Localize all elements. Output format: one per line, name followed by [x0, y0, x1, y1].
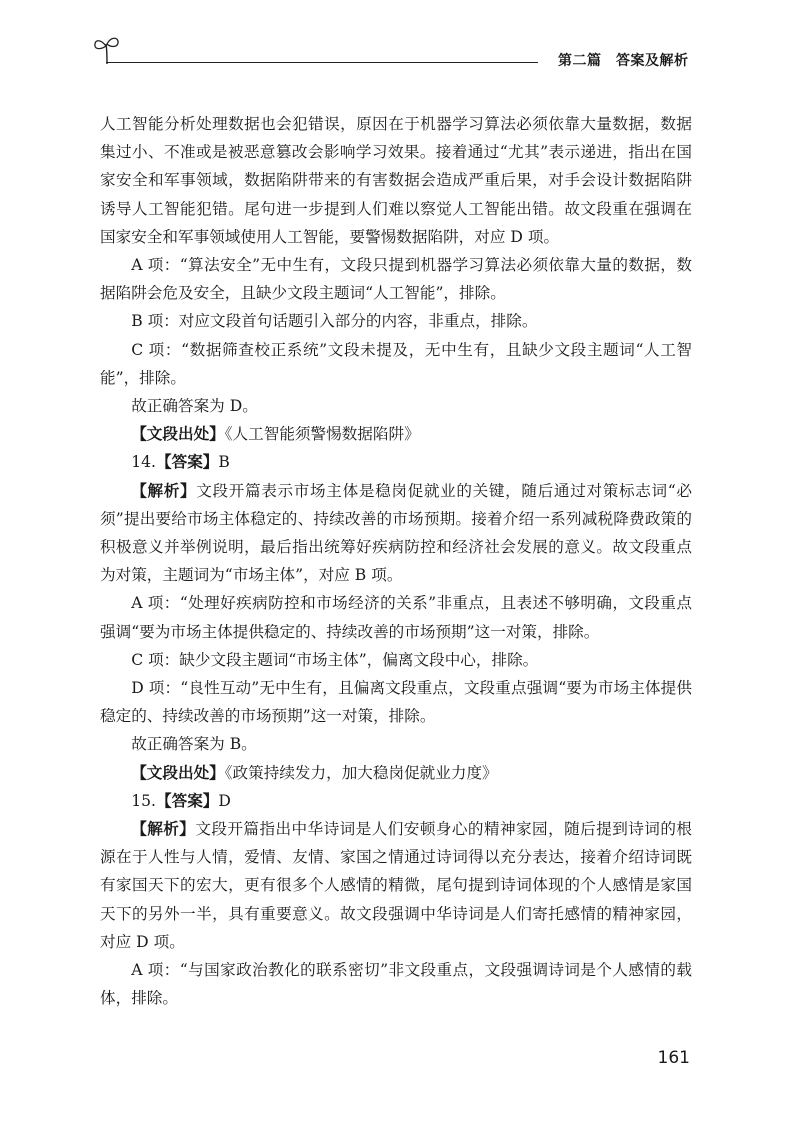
source-title: 《政策持续发力，加大稳岗促就业力度》 — [224, 763, 498, 782]
source-tag: 【文段出处】 — [131, 763, 225, 782]
answer-line — [100, 787, 692, 815]
paragraph: C 项：缺少文段主题词“市场主体”，偏离文段中心，排除。 — [131, 650, 539, 669]
analysis-tag: 【解析】 — [131, 820, 196, 839]
paragraph: C 项：“数据筛查校正系统”文段未提及，无中生有，且缺少文段主题词“人工智能”，排除。 — [100, 340, 692, 387]
page-content — [100, 110, 692, 1013]
section-title: 第二篇 答案及解析 — [558, 53, 689, 69]
paragraph: 故正确答案为 B。 — [131, 735, 257, 754]
paragraph: D 项：“良性互动”无中生有，且偏离文段重点，文段重点强调“要为市场主体提供稳定的、持续改善的市场预期”这一对策，排除。 — [100, 679, 692, 726]
paragraph: A 项：“与国家政治教化的联系密切”非文段重点，文段强调诗词是个人感情的载体，排除。 — [100, 961, 692, 1008]
page-number: 161 — [657, 1048, 690, 1068]
analysis-text: 文段开篇指出中华诗词是人们安顿身心的精神家园，随后提到诗词的根源在于人性与人情，爱情、友情、家国之情通过诗词得以充分表达，接着介绍诗词既有家国天下的宏大，更有很多个人感情的精微，尾句提到诗词体现的个人感情是家国天下的另外一半，具有重要意义。故文段强调中华诗词是人们寄托感情的精神家园，对应 D 项。 — [100, 820, 692, 951]
analysis-text: 文段开篇表示市场主体是稳岗促就业的关键，随后通过对策标志词“必须”提出要给市场主体稳定的、持续改善的市场预期。接着介绍一系列减税降费政策的积极意义并举例说明，最后指出统筹好疾病防控和经济社会发展的意义。故文段重点为对策，主题词为“市场主体”，对应 B 项。 — [100, 481, 692, 585]
analysis-paragraph — [100, 815, 692, 956]
source-tag: 【文段出处】 — [131, 425, 225, 444]
answer-tag: 【答案】 — [156, 791, 219, 810]
analysis-paragraph — [100, 477, 692, 590]
source-line — [100, 420, 692, 448]
paragraph: A 项：“处理好疾病防控和市场经济的关系”非重点，且表述不够明确，文段重点强调“要为市场主体提供稳定的、持续改善的市场预期”这一对策，排除。 — [100, 594, 692, 641]
page-header — [92, 34, 702, 74]
analysis-tag: 【解析】 — [131, 481, 197, 500]
paragraph: B 项：对应文段首句话题引入部分的内容，非重点，排除。 — [131, 312, 538, 331]
answer-letter: D — [218, 791, 231, 810]
paragraph: 人工智能分析处理数据也会犯错误，原因在于机器学习算法必须依靠大量数据，数据集过小、不准或是被恶意篡改会影响学习效果。接着通过“尤其”表示递进，指出在国家安全和军事领域，数据陷阱带来的有害数据会造成严重后果，对手会设计数据陷阱诱导人工智能犯错。尾句进一步提到人们难以察觉人工智能出错。故文段重在强调在国家安全和军事领域使用人工智能，要警惕数据陷阱，对应 D 项。 — [100, 115, 692, 246]
answer-letter: B — [218, 453, 230, 472]
source-title: 《人工智能须警惕数据陷阱》 — [224, 425, 420, 444]
question-number: 14. — [131, 453, 156, 472]
paragraph: A 项：“算法安全”无中生有，文段只提到机器学习算法必须依靠大量的数据，数据陷阱会危及安全，且缺少文段主题词“人工智能”，排除。 — [100, 256, 692, 303]
source-line — [100, 759, 692, 787]
answer-line — [100, 448, 692, 476]
question-number: 15. — [131, 791, 156, 810]
answer-tag: 【答案】 — [156, 453, 219, 472]
paragraph: 故正确答案为 D。 — [131, 397, 258, 416]
header-rule — [106, 62, 538, 63]
